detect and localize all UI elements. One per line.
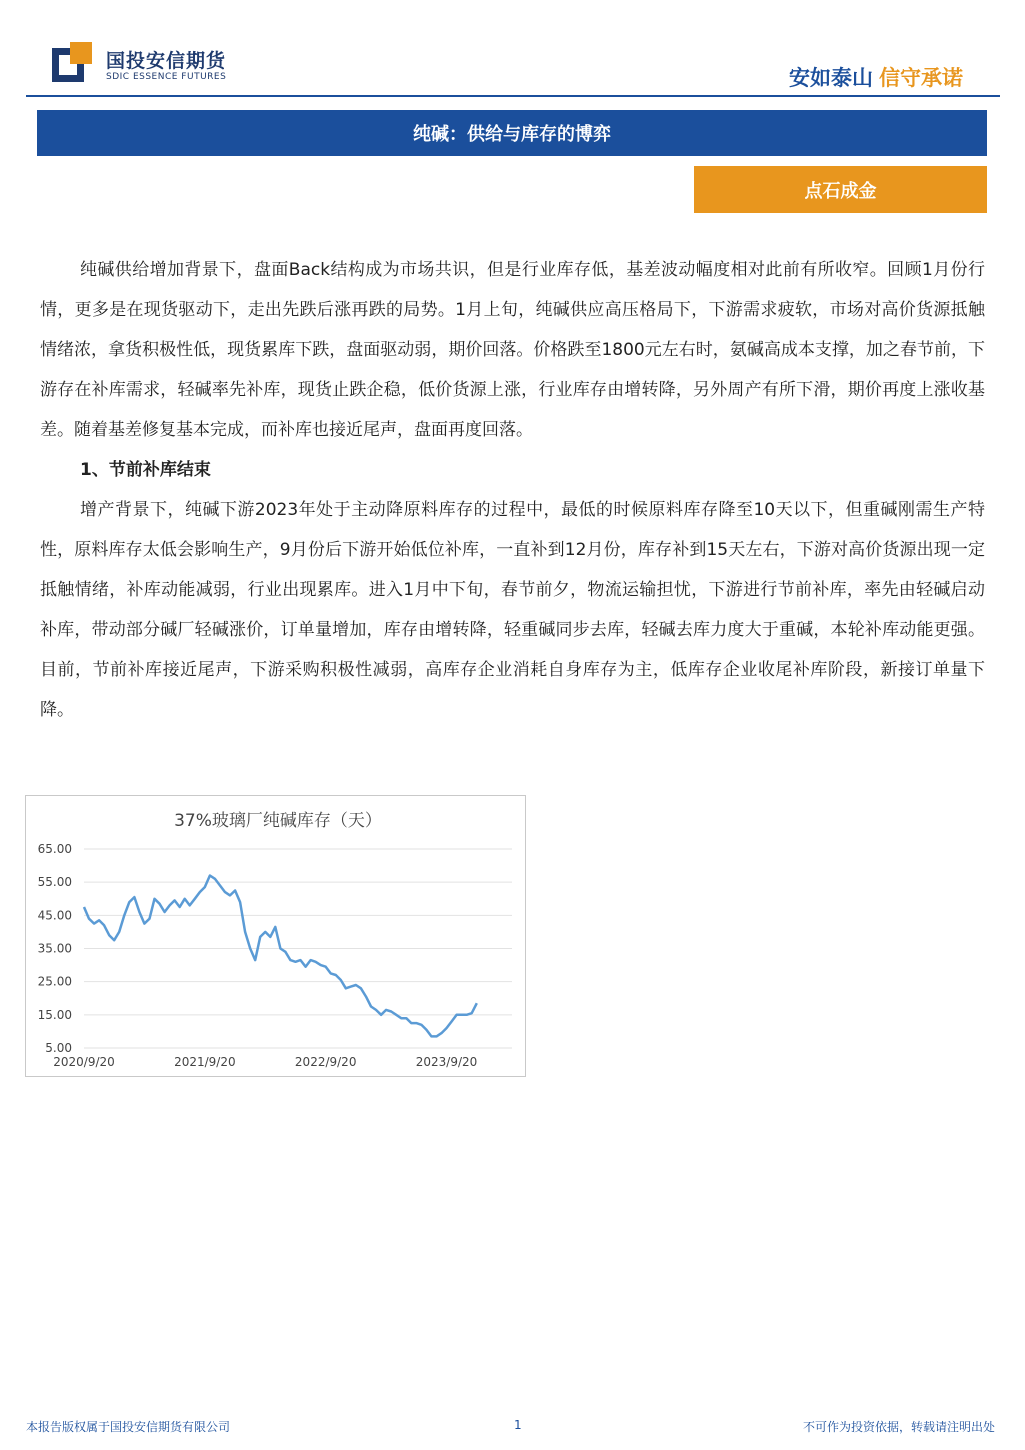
- footer-copyright: 本报告版权属于国投安信期货有限公司: [26, 1420, 231, 1434]
- article-title-bar: [37, 110, 987, 156]
- chart-canvas: [26, 796, 525, 1076]
- company-logo: [52, 42, 232, 90]
- x-tick-label: 2021/9/20: [174, 1055, 236, 1069]
- paragraph-intro: 纯碱供给增加背景下，盘面Back结构成为市场共识，但是行业库存低，基差波动幅度相对此前有所收窄。回顾1月份行情，更多是在现货驱动下，走出先跌后涨再跌的局势。1月上旬，纯碱供应高压格局下，下游需求疲软，市场对高价货源抵触情绪浓，拿货积极性低，现货累库下跌，盘面驱动弱，期价回落。价格跌至1800元左右时，氨碱高成本支撑，加之春节前，下游存在补库需求，轻碱率先补库，现货止跌企稳，低价货源上涨，行业库存由增转降，另外周产有所下滑，期价再度上涨收基差。随着基差修复基本完成，而补库也接近尾声，盘面再度回落。: [40, 260, 985, 440]
- article-body: [40, 250, 985, 730]
- y-tick-label: 25.00: [37, 974, 72, 989]
- paragraph-restock: 增产背景下，纯碱下游2023年处于主动降原料库存的过程中，最低的时候原料库存降至10天以下，但重碱刚需生产特性，原料库存太低会影响生产，9月份后下游开始低位补库，一直补到12月份，库存补到15天左右，下游对高价货源出现一定抵触情绪，补库动能减弱，行业出现累库。进入1月中下旬，春节前夕，物流运输担忧，下游进行节前补库，率先由轻碱启动补库，带动部分碱厂轻碱涨价，订单量增加，库存由增转降，轻重碱同步去库，轻碱去库力度大于重碱，本轮补库动能更强。目前，节前补库接近尾声，下游采购积极性减弱，高库存企业消耗自身库存为主，低库存企业收尾补库阶段，新接订单量下降。: [40, 500, 985, 720]
- header-slogan: [789, 62, 963, 92]
- column-tag: 点石成金: [804, 180, 877, 202]
- footer-page-number: 1: [514, 1418, 522, 1432]
- logo-company-name: 国投安信期货: [106, 50, 227, 72]
- header-divider: [26, 95, 1000, 97]
- y-tick-label: 55.00: [37, 875, 72, 890]
- y-tick-label: 35.00: [37, 941, 72, 956]
- slogan-part-1: 安如泰山: [789, 66, 873, 90]
- footer-disclaimer: 不可作为投资依据，转载请注明出处: [802, 1420, 995, 1434]
- article-title: 纯碱：供给与库存的博弈: [413, 124, 611, 145]
- column-tag-bar: [694, 166, 987, 213]
- y-tick-label: 45.00: [37, 908, 72, 923]
- inventory-series-line: [84, 876, 477, 1037]
- section-heading: 1、节前补库结束: [80, 460, 211, 480]
- chart-title: 37%玻璃厂纯碱库存（天）: [174, 811, 382, 831]
- x-tick-label: 2023/9/20: [415, 1055, 478, 1069]
- y-tick-label: 65.00: [37, 842, 72, 856]
- slogan-part-2: 信守承诺: [879, 66, 963, 90]
- x-tick-label: 2022/9/20: [294, 1055, 357, 1069]
- y-tick-label: 5.00: [45, 1041, 72, 1055]
- logo-mark-icon: [52, 42, 96, 86]
- inventory-chart: [25, 795, 526, 1077]
- logo-company-english: SDIC ESSENCE FUTURES: [106, 72, 227, 82]
- y-tick-label: 15.00: [37, 1007, 72, 1022]
- x-tick-label: 2020/9/20: [53, 1055, 115, 1069]
